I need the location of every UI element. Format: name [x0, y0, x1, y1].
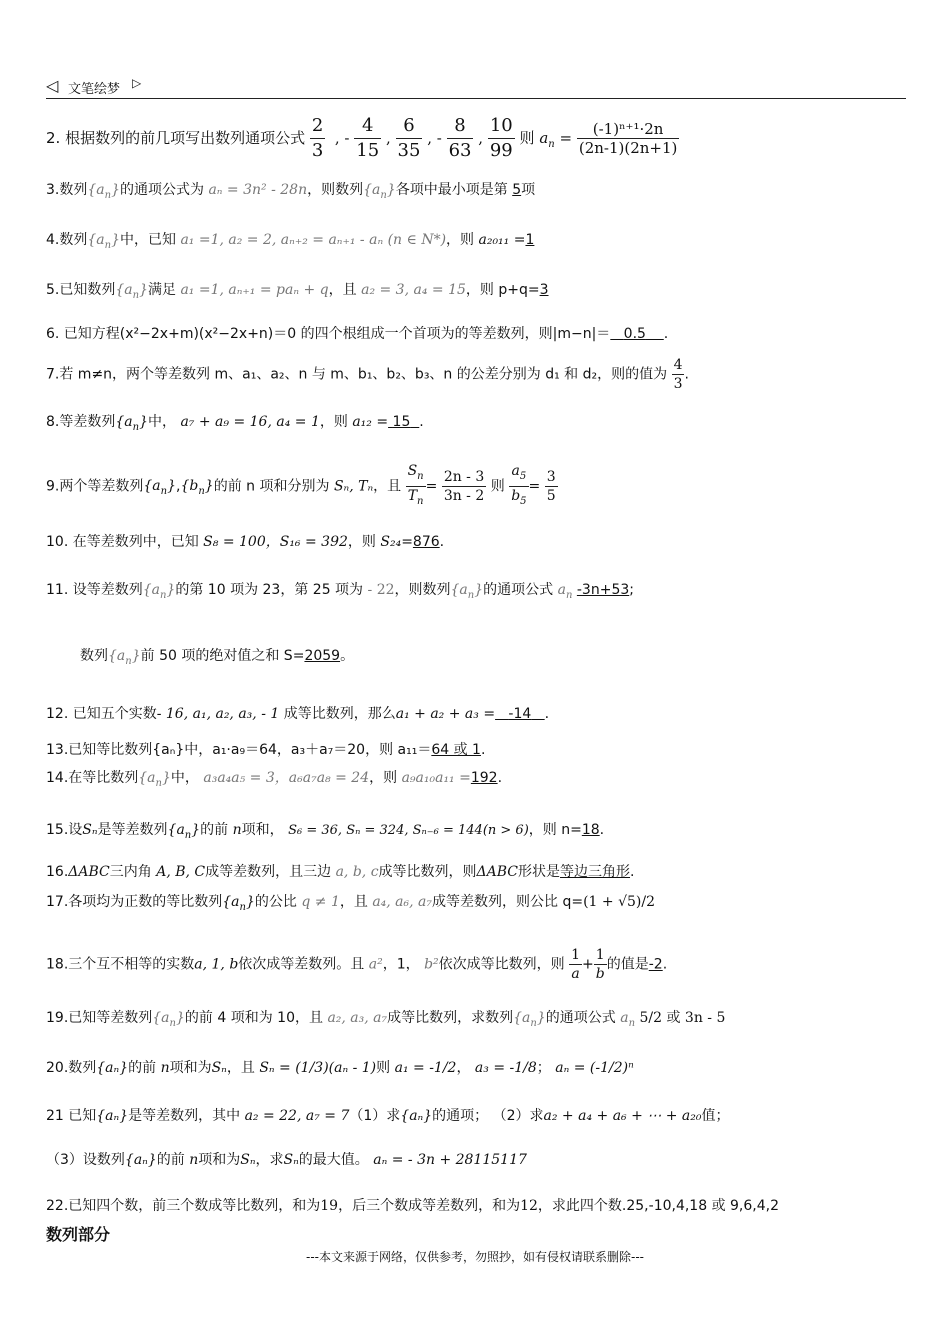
question-14: 14.在等比数列$\{a_n\}$中， a₃a₄a₅ = 3，a₆a₇a₈ = 24，则 a₉a₁₀a₁₁ =192. [46, 770, 503, 789]
question-13: 13.已知等比数列{aₙ}中，a₁·a₉＝64，a₃＋a₇＝20，则 a₁₁＝64 或 1. [46, 742, 486, 758]
q12-answer: -14 [508, 706, 532, 722]
q14-answer: 192 [470, 770, 498, 786]
section-title: 数列部分 [46, 1225, 111, 1244]
q20-a3: a₃ = -1/8 [474, 1060, 537, 1076]
q8-answer: 15 [392, 414, 411, 430]
question-11: 11. 设等差数列$\{a_n\}$的第 10 项为 23，第 25 项为 - 22，则数列$\{a_n\}$的通项公式 $a_n$ -3n+53; [46, 582, 634, 601]
q18-answer: -2 [648, 956, 663, 973]
q22-part-2: ，后三个数成等差数列，和为 [338, 1198, 521, 1214]
brand-text: 文笔绘梦 [68, 82, 121, 97]
q8-formula: a₇ + a₉ = 16, a₄ = 1 [180, 414, 320, 430]
question-5: 5.已知数列$\{a_n\}$满足 a₁ =1, aₙ₊₁ = paₙ + q，且 a₂ = 3, a₄ = 15，则 p+q=3 [46, 282, 549, 301]
q11-answer2: 2059 [304, 648, 341, 664]
question-2: 2. 根据数列的前几项写出数列通项公式 $\frac{2}{3}$ , - $\frac{4}{15}$ , $\frac{6}{35}$ , - $\frac{8}{63}$ , $\frac{10}{99}$ 则 $a_n$ = $\frac{\text{(-1)ⁿ⁺¹·2n}}{(2n-1)(2n+1)}$ [46, 115, 678, 161]
q20-an: aₙ = (-1/2)ⁿ [555, 1060, 634, 1076]
q13-answer: 64 或 1 [431, 742, 481, 758]
q2-lead: 2. 根据数列的前几项写出数列通项公式 [46, 129, 306, 147]
question-16: 16.ΔABC三内角 A, B, C成等差数列，且三边 a, b, c成等比数列，则ΔABC形状是等边三角形. [46, 864, 635, 880]
question-17: 17.各项均为正数的等比数列$\{a_n\}$的公比 q ≠ 1，且 a₄, a₆, a₇成等差数列，则公比 q=(1 + √5)/2 [46, 894, 655, 913]
q22-part-1: 19 [320, 1198, 339, 1214]
q2-term-1: $\frac{2}{3}$ [311, 115, 324, 161]
footer-disclaimer: ---本文来源于网络，仅供参考，勿照抄，如有侵权请联系删除--- [306, 1250, 644, 1264]
question-9: 9.两个等差数列$\{a_n\},\{b_n\}$的前 n 项和分别为 Sₙ, Tₙ，且 $\frac{S_n}{T_n}$ = $\frac{2n - 3}{3n - 2}$ 则 $\frac{a_5}{b_5}$ = $\frac{3}{5}$ [46, 463, 556, 507]
q5-formula: a₁ =1, aₙ₊₁ = paₙ + q [180, 282, 329, 298]
question-10: 10. 在等差数列中，已知 S₈ = 100，S₁₆ = 392，则 S₂₄=876. [46, 534, 445, 550]
question-20: 20.数列{aₙ}的前 n项和为Sₙ，且 Sₙ = (1/3)(aₙ - 1)则 a₁ = -1/2， a₃ = -1/8； aₙ = (-1/2)ⁿ [46, 1060, 634, 1076]
q5-formula2: a₂ = 3, a₄ = 15 [361, 282, 466, 298]
triangle-left-icon: ◁ [46, 76, 59, 95]
q22-part-3: 12 [520, 1198, 538, 1214]
q6-answer: 0.5 [623, 326, 646, 342]
question-21: 21 已知{aₙ}是等差数列，其中 a₂ = 22, a₇ = 7（1）求{aₙ}的通项； （2）求a₂ + a₄ + a₆ + ⋯ + a₂₀值； [46, 1108, 730, 1124]
question-6: 6. 已知方程(x²−2x+m)(x²−2x+n)＝0 的四个根组成一个首项为的等差数列，则|m−n|＝ 0.5 . [46, 326, 669, 342]
q21-answer: aₙ = - 3n + 28115117 [373, 1152, 527, 1168]
q20-a1: a₁ = -1/2 [394, 1060, 457, 1076]
q9-answer: $\frac{3}{5}$ [546, 468, 556, 504]
question-22-text [46, 1196, 779, 1216]
question-3: 3.数列$\{a_n\}$的通项公式为 aₙ = 3n² - 28n，则数列$\{a_n\}$各项中最小项是第 5项 [46, 182, 536, 201]
q10-answer: 876 [412, 534, 440, 550]
question-19: 19.已知等差数列$\{a_n\}$的前 4 项和为 10，且 a₂, a₃, a₇成等比数列，求数列$\{a_n\}$的通项公式 $a_n$ 5/2 或 3n - 5 [46, 1010, 726, 1029]
q2-term-5: $\frac{10}{99}$ [489, 115, 513, 161]
q2-then: 则 [519, 129, 535, 147]
q2-term-3: $\frac{6}{35}$ [397, 115, 421, 161]
q2-term-2: $\frac{4}{15}$ [356, 115, 380, 161]
q3-formula: aₙ = 3n² - 28n [208, 182, 308, 198]
q22-part-4: ，求此四个数.25,-10,4,18 或 9,6,4,2 [537, 1198, 780, 1214]
question-4: 4.数列$\{a_n\}$中，已知 a₁ =1, a₂ = 2, aₙ₊₂ = aₙ₊₁ - aₙ (n ∈ N*)，则 a₂₀₁₁ =1 [46, 232, 535, 251]
q4-answer: 1 [525, 232, 535, 248]
triangle-right-icon: ▷ [132, 76, 142, 90]
q16-answer: 等边三角形 [560, 864, 631, 880]
q22-part-0: 22.已知四个数，前三个数成等比数列，和为 [46, 1198, 321, 1214]
q5-answer: 3 [539, 282, 549, 298]
q17-answer: (1 + √5)/2 [583, 894, 655, 910]
question-8: 8.等差数列$\{a_n\}$中， a₇ + a₉ = 16, a₄ = 1，则 a₁₂ = 15 . [46, 414, 424, 433]
q4-formula: a₁ =1, a₂ = 2, aₙ₊₂ = aₙ₊₁ - aₙ (n ∈ N*) [180, 232, 447, 248]
question-18: 18.三个互不相等的实数a, 1, b依次成等差数列。且 a²，1， b²依次成等比数列，则 $\frac{1}{a}$ + $\frac{1}{b}$ 的值是-2. [46, 947, 668, 982]
question-21-part2: （3）设数列{aₙ}的前 n项和为Sₙ，求Sₙ的最大值。 aₙ = - 3n + 28115117 [46, 1152, 527, 1168]
q19-answer: 5/2 或 3n - 5 [639, 1010, 726, 1026]
q2-answer: $\frac{\text{(-1)ⁿ⁺¹·2n}}{(2n-1)(2n+1)}$ [578, 120, 678, 157]
q10-formula: S₈ = 100，S₁₆ = 392 [203, 534, 348, 550]
q9-ratio: $\frac{2n - 3}{3n - 2}$ [443, 468, 485, 504]
question-15: 15.设Sₙ是等差数列$\{a_n\}$的前 n项和， S₆ = 36, Sₙ = 324, Sₙ₋₆ = 144(n > 6)，则 n=18. [46, 822, 605, 841]
q7-answer: $\frac{4}{3}$ [673, 357, 683, 392]
q2-term-4: $\frac{8}{63}$ [448, 115, 472, 161]
page-header [46, 74, 906, 99]
question-11-part2: 数列$\{a_n\}$前 50 项的绝对值之和 S=2059。 [80, 648, 355, 667]
q9-formula: Sₙ, Tₙ [333, 478, 374, 495]
question-7: 7.若 m≠n，两个等差数列 m、a₁、a₂、n 与 m、b₁、b₂、b₃、n 的公差分别为 d₁ 和 d₂，则的值为 $\frac{4}{3}$ . [46, 357, 689, 392]
question-12: 12. 已知五个实数- 16, a₁, a₂, a₃, - 1 成等比数列，那么a₁ + a₂ + a₃ = -14 . [46, 706, 550, 722]
q15-answer: 18 [581, 822, 600, 838]
q3-answer: 5 [512, 182, 522, 198]
q11-answer: -3n+53 [576, 582, 630, 598]
q4-target: a₂₀₁₁ [478, 232, 510, 248]
